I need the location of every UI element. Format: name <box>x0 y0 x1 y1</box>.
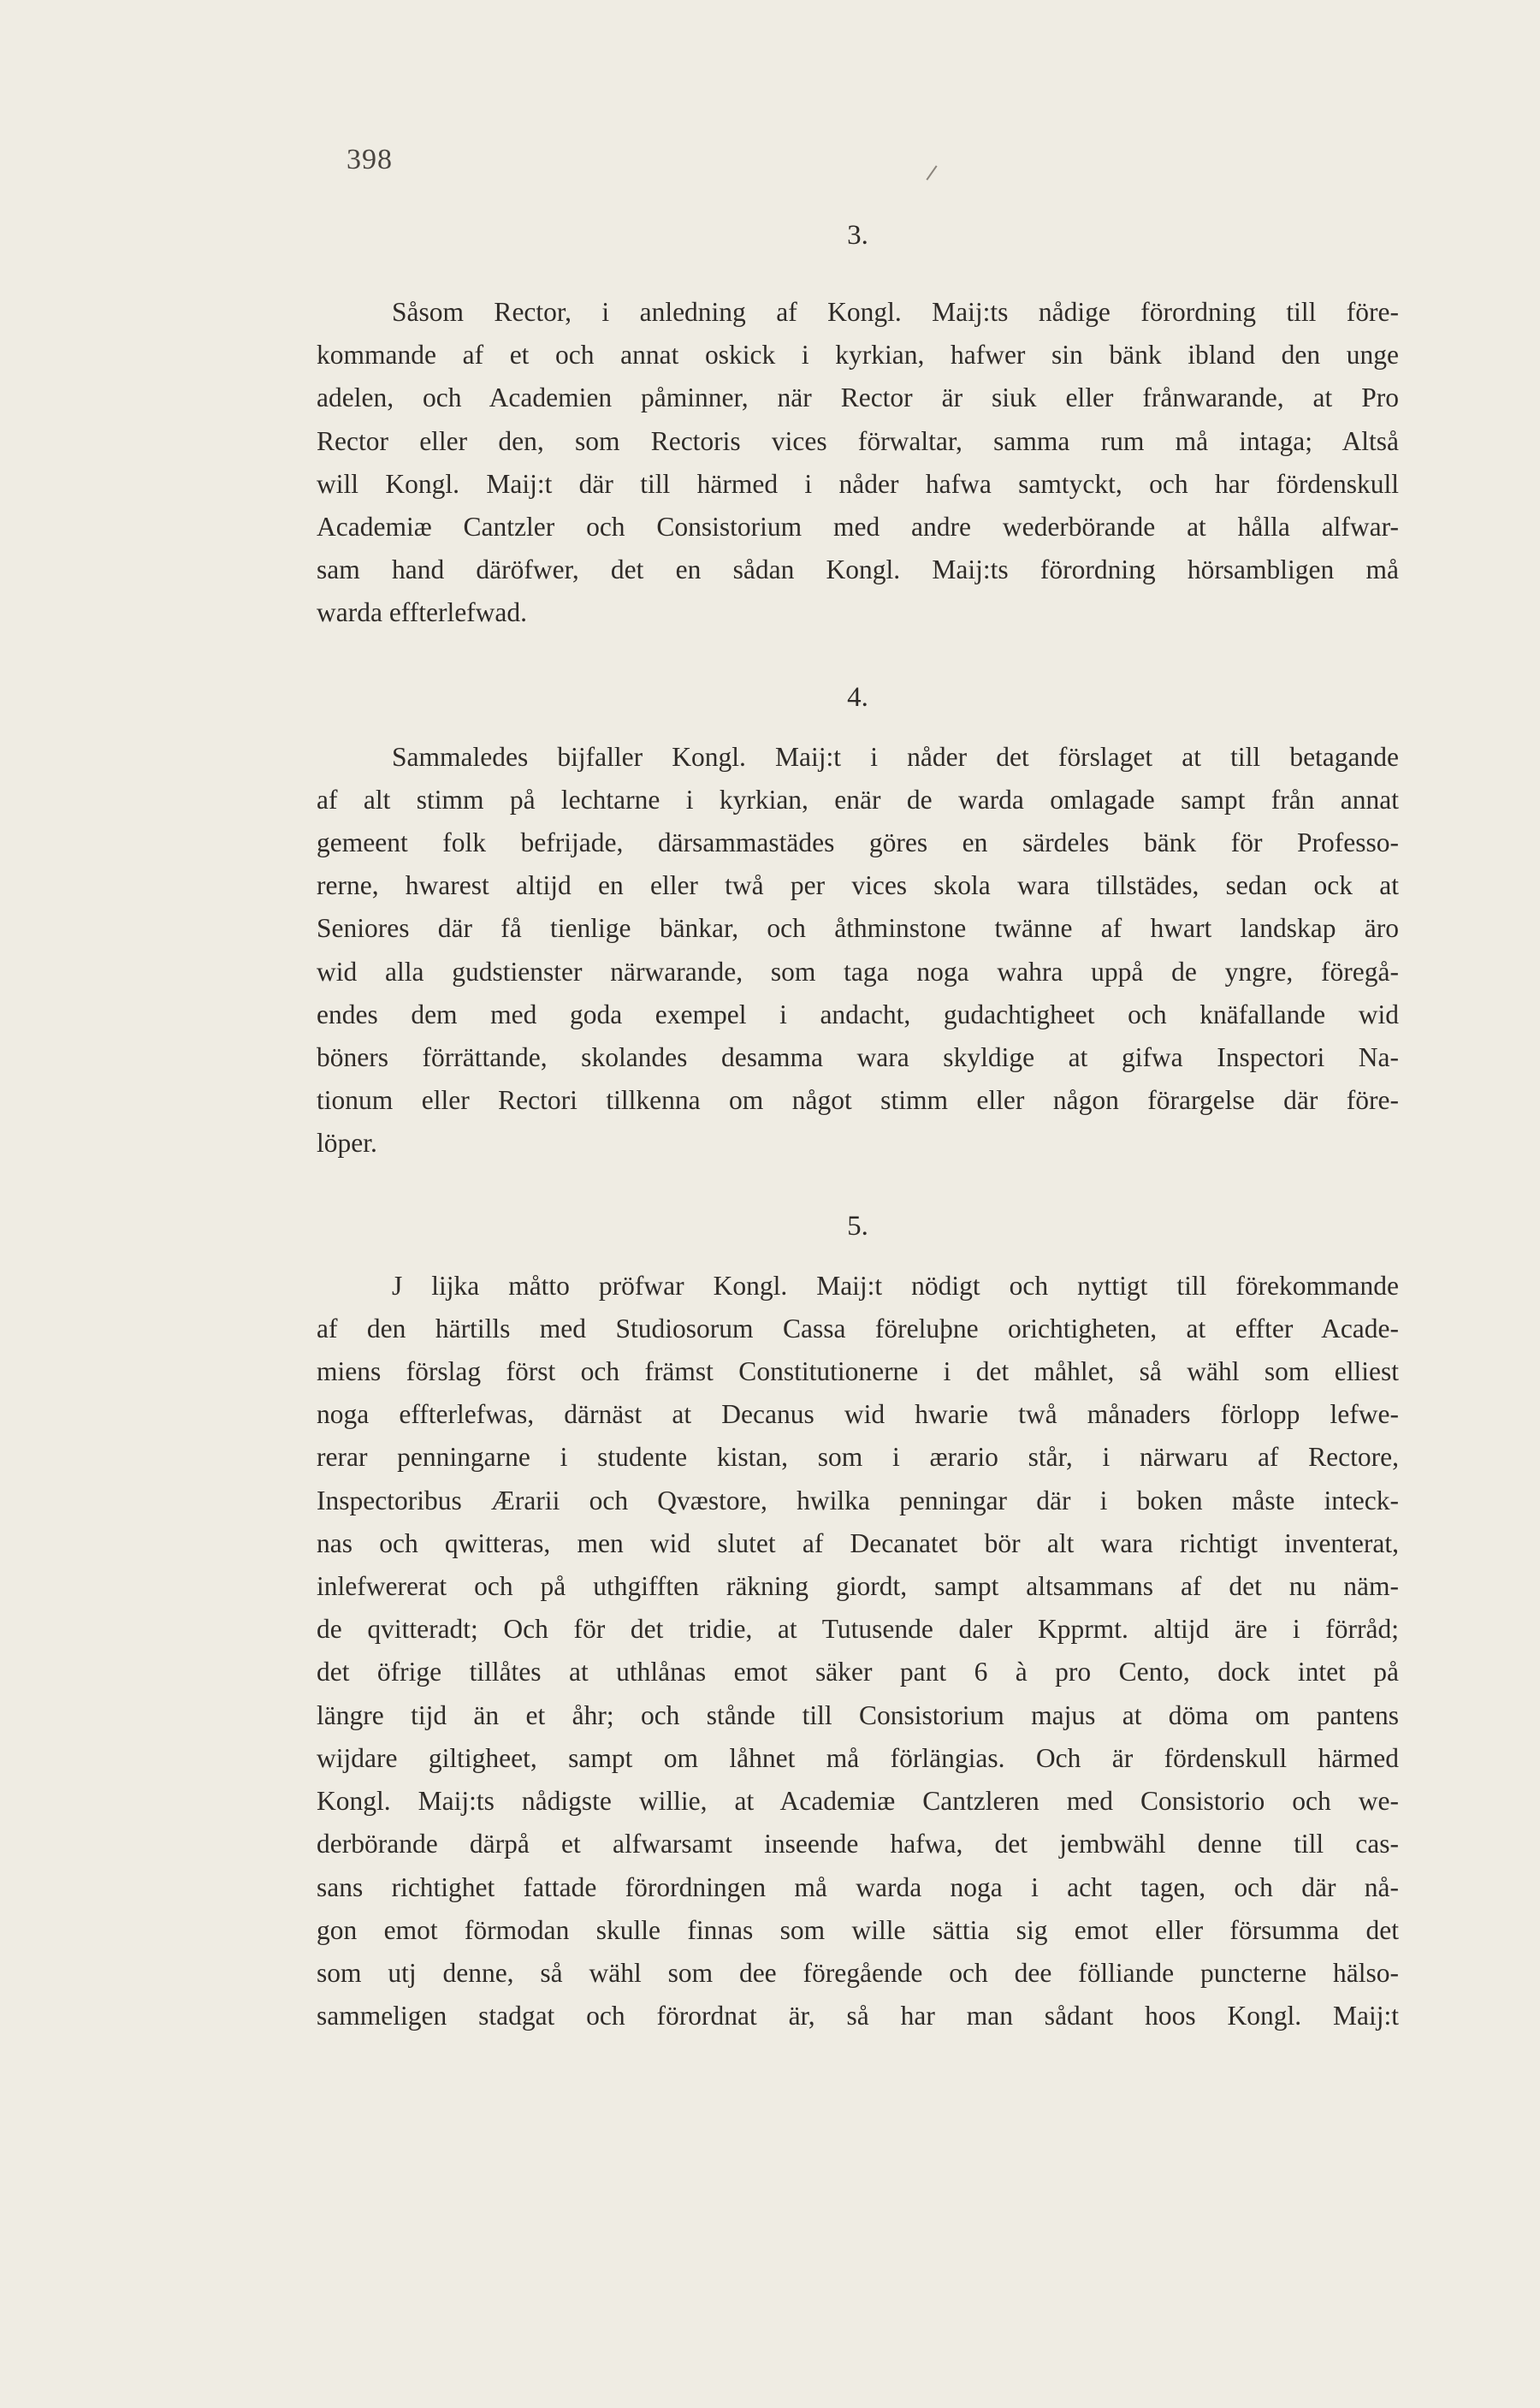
paragraph <box>317 291 1399 635</box>
section-4 <box>317 676 1399 1165</box>
text-line: endes dem med goda exempel i andacht, gudachtigheet och knäfallande wid <box>317 999 1399 1029</box>
text-line: Academiæ Cantzler och Consistorium med andre wederbörande at hålla alfwar- <box>317 512 1399 543</box>
stray-pen-mark <box>926 165 937 181</box>
text-line: gon emot förmodan skulle finnas som wille sättia sig emot eller försumma det <box>317 1914 1399 1945</box>
text-line: adelen, och Academien påminner, när Rector är siuk eller frånwarande, at Pro <box>317 383 1399 413</box>
text-line: kommande af et och annat oskick i kyrkian, hafwer sin bänk ibland den unge <box>317 340 1399 371</box>
text-line: de qvitteradt; Och för det tridie, at Tutusende daler Kpprmt. altijd äre i förråd; <box>317 1614 1399 1645</box>
text-line: noga effterlefwas, därnäst at Decanus wid hwarie twå månaders förlopp lefwe- <box>317 1399 1399 1430</box>
paragraph <box>317 736 1399 1165</box>
text-line: warda effterlefwad. <box>317 597 528 628</box>
text-line: will Kongl. Maij:t där till härmed i nåder hafwa samtyckt, och har fördenskull <box>317 468 1399 499</box>
section-number: 5. <box>847 1210 868 1242</box>
text-line: Inspectoribus Ærarii och Qvæstore, hwilka penningar där i boken måste inteck- <box>317 1485 1399 1515</box>
text-line: af alt stimm på lechtarne i kyrkian, enär de warda omlagade sampt från annat <box>317 784 1399 815</box>
text-line: af den härtills med Studiosorum Cassa föreluþne orichtigheten, at effter Acade- <box>317 1313 1399 1343</box>
page-number: 398 <box>346 144 393 175</box>
text-line: wid alla gudstienster närwarande, som taga noga wahra uppå de yngre, föregå- <box>317 956 1399 987</box>
document-body <box>317 214 1399 2037</box>
text-line: längre tijd än et åhr; och stånde till Consistorium majus at döma om pantens <box>317 1699 1399 1730</box>
text-line: miens förslag först och främst Constitutionerne i det måhlet, så wähl som elliest <box>317 1356 1399 1387</box>
text-line: som utj denne, så wähl som dee föregående och dee fölliande puncterne hälso- <box>317 1957 1399 1988</box>
text-line: sammeligen stadgat och förordnat är, så har man sådant hoos Kongl. Maij:t <box>317 2001 1399 2031</box>
section-number: 3. <box>847 220 868 251</box>
text-line: derbörande därpå et alfwarsamt inseende hafwa, det jembwähl denne till cas- <box>317 1829 1399 1859</box>
text-line: Sammaledes bijfaller Kongl. Maij:t i nåder det förslaget at till betagande <box>392 741 1399 772</box>
text-line: rerar penningarne i studente kistan, som i ærario står, i närwaru af Rectore, <box>317 1442 1399 1473</box>
paragraph <box>317 1265 1399 2038</box>
text-line: böners förrättande, skolandes desamma wara skyldige at gifwa Inspectori Na- <box>317 1042 1399 1073</box>
text-line: Såsom Rector, i anledning af Kongl. Maij:ts nådige förordning till före- <box>392 297 1399 327</box>
text-line: gemeent folk befrijade, därsammastädes göres en särdeles bänk för Professo- <box>317 827 1399 858</box>
text-line: sans richtighet fattade förordningen må warda noga i acht tagen, och där nå- <box>317 1871 1399 1902</box>
text-line: wijdare giltigheet, sampt om låhnet må förlängias. Och är fördenskull härmed <box>317 1742 1399 1773</box>
text-line: det öfrige tillåtes at uthlånas emot säker pant 6 à pro Cento, dock intet på <box>317 1657 1399 1687</box>
text-line: Rector eller den, som Rectoris vices förwaltar, samma rum må intaga; Altså <box>317 425 1399 456</box>
text-line: rerne, hwarest altijd en eller twå per vices skola wara tillstädes, sedan ock at <box>317 870 1399 901</box>
section-5 <box>317 1205 1399 2038</box>
section-3 <box>317 214 1399 635</box>
text-line: J lijka måtto pröfwar Kongl. Maij:t nödigt och nyttigt till förekommande <box>392 1270 1399 1301</box>
text-line: nas och qwitteras, men wid slutet af Decanatet bör alt wara richtigt inventerat, <box>317 1527 1399 1558</box>
text-line: inlefwererat och på uthgifften räkning giordt, sampt altsammans af det nu näm- <box>317 1571 1399 1602</box>
section-number: 4. <box>847 681 868 713</box>
text-line: sam hand däröfwer, det en sådan Kongl. Maij:ts förordning hörsambligen må <box>317 555 1399 585</box>
text-line: Seniores där få tienlige bänkar, och åthminstone twänne af hwart landskap äro <box>317 913 1399 944</box>
text-line: Kongl. Maij:ts nådigste willie, at Academiæ Cantzleren med Consistorio och we- <box>317 1786 1399 1817</box>
text-line: löper. <box>317 1128 377 1159</box>
text-line: tionum eller Rectori tillkenna om något stimm eller någon förargelse där före- <box>317 1085 1399 1116</box>
